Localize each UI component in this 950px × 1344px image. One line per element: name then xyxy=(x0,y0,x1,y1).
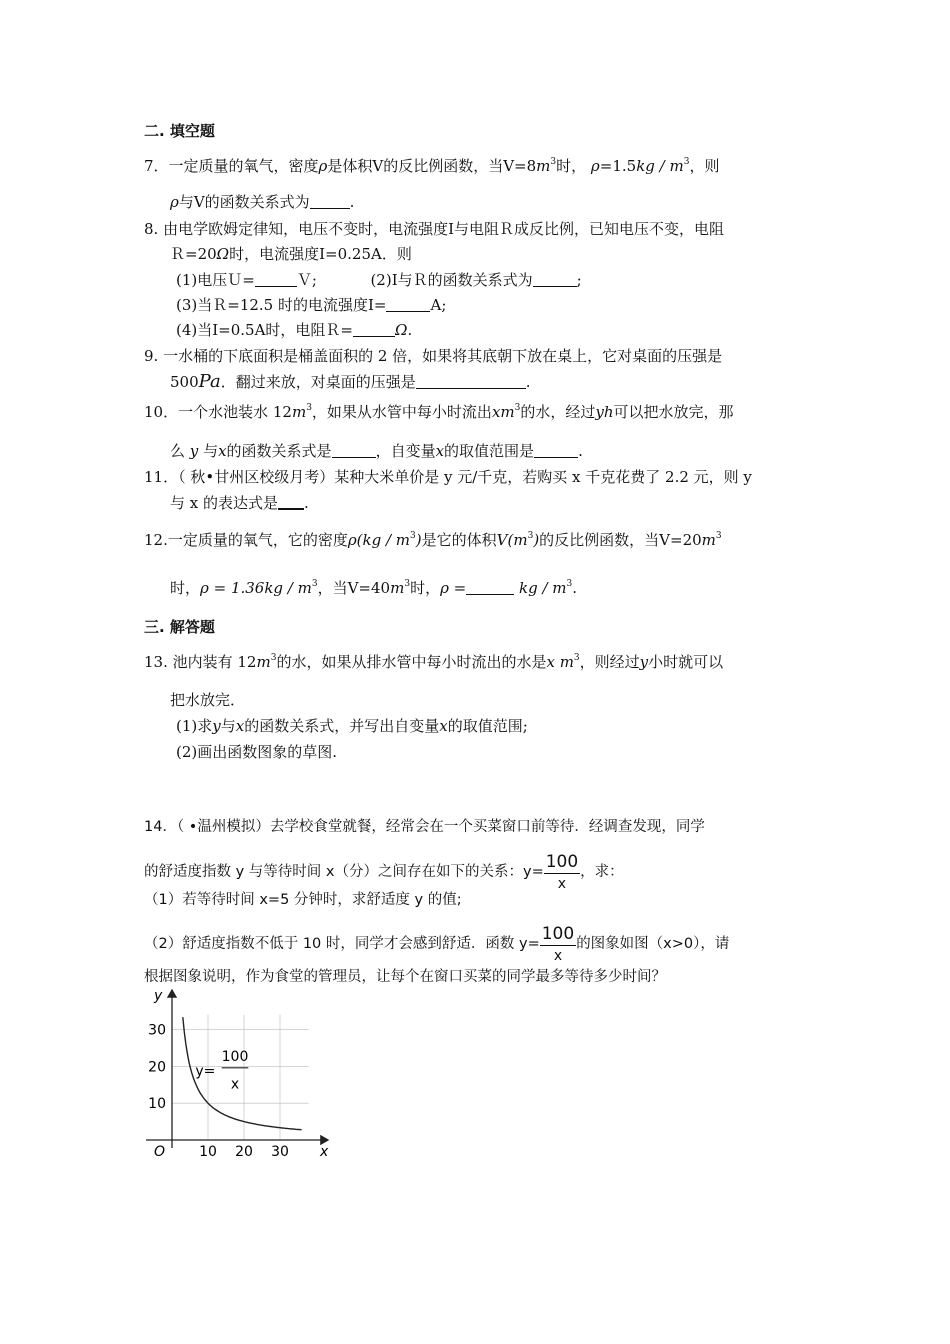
answer-blank[interactable] xyxy=(466,580,514,595)
graph-svg xyxy=(138,982,348,1157)
q13-line-1: 13. 池内装有 $12m^3$的水，如果从排水管中每小时流出的水是x $m^3$，则经过y小时就可以 xyxy=(144,653,724,671)
y-tick-label: 20 xyxy=(148,1059,166,1076)
q14-line-1: 14．（ •温州模拟）去学校食堂就餐，经常会在一个买菜窗口前等待．经调查发现，同学 xyxy=(144,819,705,835)
q14-part-2: （2）舒适度指数不低于 10 时，同学才会感到舒适．函数 y= $\frac{100}{x}$ 的图象如图（x>0），请 xyxy=(144,923,730,964)
q11-line-1: 11．（ 秋•甘州区校级月考）某种大米单价是 y 元/千克，若购买 x 千克花费了 2.2 元，则 y xyxy=(144,468,752,486)
q10-line-2: 么 y 与x的函数关系式是 ，自变量x的取值范围是 . xyxy=(170,442,583,460)
section-heading-fill: 二. 填空题 xyxy=(144,122,215,140)
answer-blank[interactable] xyxy=(534,443,578,458)
q9-line-1: 9. 一水桶的下底面积是桶盖面积的 2 倍，如果将其底朝下放在桌上，它对桌面的压强是 xyxy=(144,347,723,365)
q7-line-1: 7．一定质量的氧气，密度ρ是体积Ⅴ的反比例函数，当$Ⅴ=8m^3$时， $\rho=1.5kg / m^3$，则 xyxy=(144,157,720,175)
fraction-100-over-x: $\frac{100}{x}$ xyxy=(545,851,579,892)
q8-line-2: Ｒ=20Ω时，电流强度Ⅰ=0.25A．则 xyxy=(170,245,412,263)
answer-blank[interactable] xyxy=(310,194,350,209)
x-axis-label: x xyxy=(320,1144,329,1157)
answer-blank[interactable] xyxy=(386,297,430,312)
curve-label-prefix: y= xyxy=(195,1063,216,1080)
function-graph xyxy=(138,982,348,1157)
y-tick-label: 10 xyxy=(148,1096,166,1113)
q8-part-1-2: (1)电压Ｕ= Ｖ; (2)Ⅰ与Ｒ的函数关系式为 ; xyxy=(176,271,582,289)
answer-blank[interactable] xyxy=(278,494,304,510)
answer-blank[interactable] xyxy=(533,272,577,287)
x-tick-label: 30 xyxy=(271,1144,289,1157)
q10-line-1: 10．一个水池装水 $12m^3$，如果从水管中每小时流出$xm^3$的水，经过yh可以把水放完，那 xyxy=(144,403,734,421)
x-tick-label: 10 xyxy=(199,1144,217,1157)
q14-part-1: （1）若等待时间 x=5 分钟时，求舒适度 y 的值; xyxy=(144,892,462,908)
q13-part-1: (1)求y与x的函数关系式，并写出自变量x的取值范围; xyxy=(176,717,528,735)
answer-blank[interactable] xyxy=(332,443,376,458)
q7-line-2: ρ与Ⅴ的函数关系式为 . xyxy=(170,193,355,211)
curve-label-denominator: x xyxy=(230,1076,240,1093)
q14-line-5: 根据图象说明，作为食堂的管理员，让每个在窗口买菜的同学最多等待多少时间？ xyxy=(144,969,666,985)
fraction-100-over-x: $\frac{100}{x}$ xyxy=(541,923,575,964)
answer-blank[interactable] xyxy=(416,374,526,389)
q13-part-2: (2)画出函数图象的草图. xyxy=(176,743,338,761)
x-tick-label: 20 xyxy=(235,1144,253,1157)
answer-blank[interactable] xyxy=(255,272,297,287)
section-heading-solve: 三. 解答题 xyxy=(144,618,215,636)
curve-label-numerator: 100 xyxy=(221,1048,249,1065)
answer-blank[interactable] xyxy=(353,322,395,337)
y-tick-label: 30 xyxy=(148,1022,166,1039)
y-axis-label: y xyxy=(154,988,163,1004)
q8-part-4: (4)当Ⅰ=0.5A时，电阻Ｒ= Ω. xyxy=(176,321,413,339)
q13-line-2: 把水放完． xyxy=(170,691,246,709)
q8-part-3: (3)当Ｒ=12.5 时的电流强度Ⅰ= A; xyxy=(176,296,447,314)
q8-line-1: 8. 由电学欧姆定律知，电压不变时，电流强度Ⅰ与电阻Ｒ成反比例，已知电压不变，电阻 xyxy=(144,220,725,238)
origin-label: O xyxy=(154,1144,166,1157)
q9-line-2: 500Pa．翻过来放，对桌面的压强是 . xyxy=(170,371,531,392)
q14-line-2: 的舒适度指数 y 与等待时间 x（分）之间存在如下的关系：y= $\frac{100}{x}$ ，求： xyxy=(144,851,624,892)
q11-line-2: 与 x 的表达式是 . xyxy=(170,494,309,512)
q12-line-2: 时，$\rho = 1.36kg / m^3$，当$Ⅴ=40m^3$时，ρ = kg / $m^3$. xyxy=(170,579,578,597)
q12-line-1: 12.一定质量的氧气，它的密度$\rho(kg / m^3)$是它的体积$V(m^3)$的反比例函数，当$Ⅴ=20m^3$ xyxy=(144,531,722,549)
